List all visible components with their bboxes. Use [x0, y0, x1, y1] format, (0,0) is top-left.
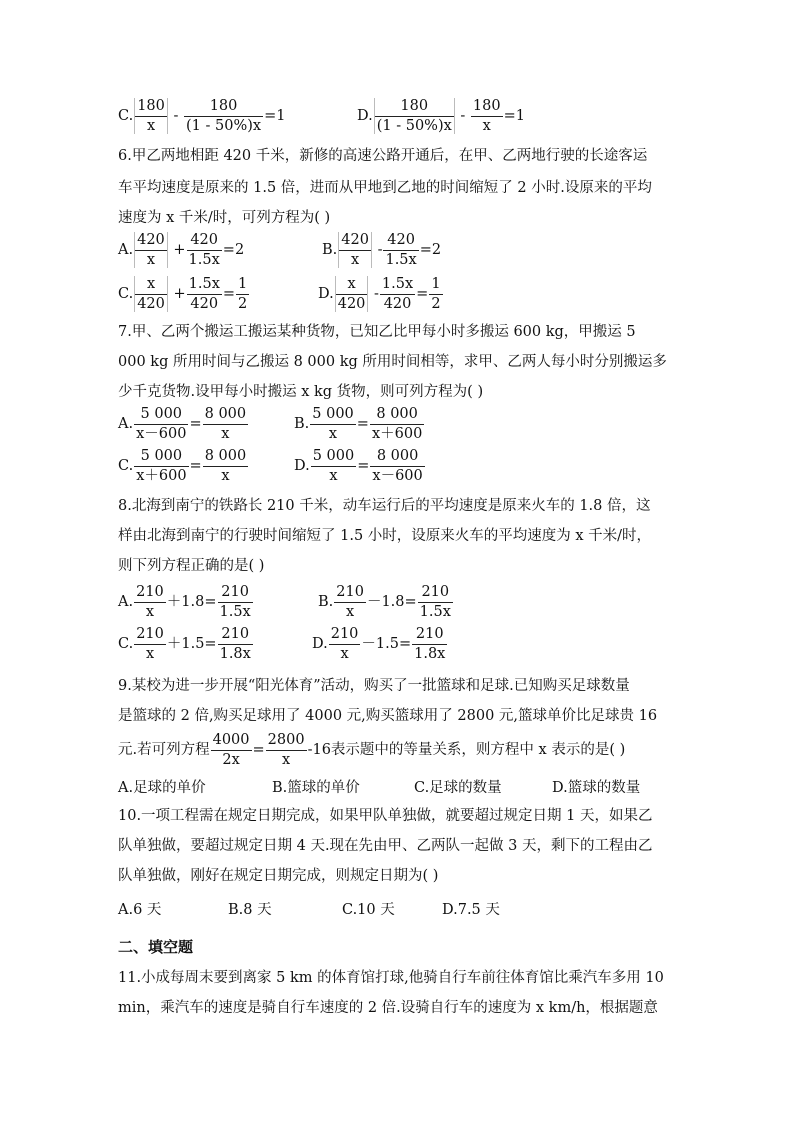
- q9-option-b: B.篮球的单价: [272, 780, 360, 796]
- section-heading: 二、填空题: [118, 938, 194, 956]
- q7-line-2: 000 kg 所用时间与乙搬运 8 000 kg 所用时间相等，求甲、乙两人每小时分别搬运多: [118, 354, 667, 370]
- q8-line-3: 则下列方程正确的是( ): [118, 558, 265, 574]
- q9-line-2: 是篮球的 2 倍,购买足球用了 4000 元,购买篮球用了 2800 元,篮球单价比足球贵 16: [118, 708, 658, 724]
- q8-line-2: 样由北海到南宁的行驶时间缩短了 1.5 小时，设原来火车的平均速度为 x 千米/时，: [118, 528, 652, 544]
- q9-option-d: D.篮球的数量: [552, 780, 641, 796]
- q7-option-b: B. $\frac{5 000}{x}$ = $\frac{8 000}{x+600}$: [294, 406, 423, 442]
- q5-option-d: D. $\frac{180}{(1 - 50\%)x}$ - $\frac{180}{x}$ =1: [357, 98, 525, 134]
- q9-option-c: C.足球的数量: [414, 780, 502, 796]
- q8-option-d: D. $\frac{210}{x}$ －1.5= $\frac{210}{1.8x}$: [312, 626, 446, 662]
- q10-line-2: 队单独做，要超过规定日期 4 天.现在先由甲、乙两队一起做 3 天，剩下的工程由乙: [118, 838, 653, 854]
- q6-option-a: A. $\frac{420}{x}$ + $\frac{420}{1.5x}$ =2: [118, 232, 245, 268]
- q6-line-3: 速度为 x 千米/时，可列方程为( ): [118, 210, 331, 226]
- q10-option-c: C.10 天: [342, 902, 395, 918]
- q8-option-a: A. $\frac{210}{x}$ ＋1.8= $\frac{210}{1.5x}$: [118, 584, 251, 620]
- q10-option-b: B.8 天: [228, 902, 272, 918]
- q11-line-2: min，乘汽车的速度是骑自行车速度的 2 倍.设骑自行车的速度为 x km/h，根据题意: [118, 1000, 658, 1016]
- q8-option-b: B. $\frac{210}{x}$ －1.8= $\frac{210}{1.5x}$: [318, 584, 451, 620]
- q8-line-1: 8.北海到南宁的铁路长 210 千米，动车运行后的平均速度是原来火车的 1.8 倍，这: [118, 498, 651, 514]
- q7-option-d: D. $\frac{5 000}{x}$ = $\frac{8 000}{x-600}$: [294, 448, 423, 484]
- q7-option-a: A. $\frac{5 000}{x-600}$ = $\frac{8 000}{x}$: [118, 406, 247, 442]
- q9-option-a: A.足球的单价: [118, 780, 206, 796]
- q6-option-c: C. $\frac{x}{420}$ + $\frac{1.5x}{420}$ = $\frac{1}{2}$: [118, 276, 248, 312]
- q10-line-1: 10.一项工程需在规定日期完成，如果甲队单独做，就要超过规定日期 1 天，如果乙: [118, 808, 653, 824]
- q7-option-c: C. $\frac{5 000}{x+600}$ = $\frac{8 000}{x}$: [118, 448, 247, 484]
- q7-line-3: 少千克货物.设甲每小时搬运 x kg 货物，则可列方程为( ): [118, 384, 484, 400]
- q6-option-d: D. $\frac{x}{420}$ - $\frac{1.5x}{420}$ = $\frac{1}{2}$: [318, 276, 441, 312]
- q10-option-a: A.6 天: [118, 902, 162, 918]
- q9-line-3: 元.若可列方程 $\frac{4000}{2x}$ = $\frac{2800}{x}$ -16表示题中的等量关系，则方程中 x 表示的是( ): [118, 732, 626, 768]
- q11-line-1: 11.小成每周末要到离家 5 km 的体育馆打球,他骑自行车前往体育馆比乘汽车多用 10: [118, 970, 664, 986]
- q8-option-c: C. $\frac{210}{x}$ ＋1.5= $\frac{210}{1.8x}$: [118, 626, 251, 662]
- q9-line-1: 9.某校为进一步开展“阳光体育”活动，购买了一批篮球和足球.已知购买足球数量: [118, 678, 630, 694]
- q5-option-c: C. $\frac{180}{x}$ - $\frac{180}{(1 - 50\%)x}$ =1: [118, 98, 286, 134]
- q6-option-b: B. $\frac{420}{x}$ - $\frac{420}{1.5x}$ =2: [322, 232, 442, 268]
- q10-option-d: D.7.5 天: [442, 902, 500, 918]
- q6-line-1: 6.甲乙两地相距 420 千米，新修的高速公路开通后，在甲、乙两地行驶的长途客运: [118, 148, 648, 164]
- q7-line-1: 7.甲、乙两个搬运工搬运某种货物，已知乙比甲每小时多搬运 600 kg，甲搬运 5: [118, 324, 636, 340]
- q10-line-3: 队单独做，刚好在规定日期完成，则规定日期为( ): [118, 868, 439, 884]
- q6-line-2: 车平均速度是原来的 1.5 倍，进而从甲地到乙地的时间缩短了 2 小时.设原来的平均: [118, 180, 652, 196]
